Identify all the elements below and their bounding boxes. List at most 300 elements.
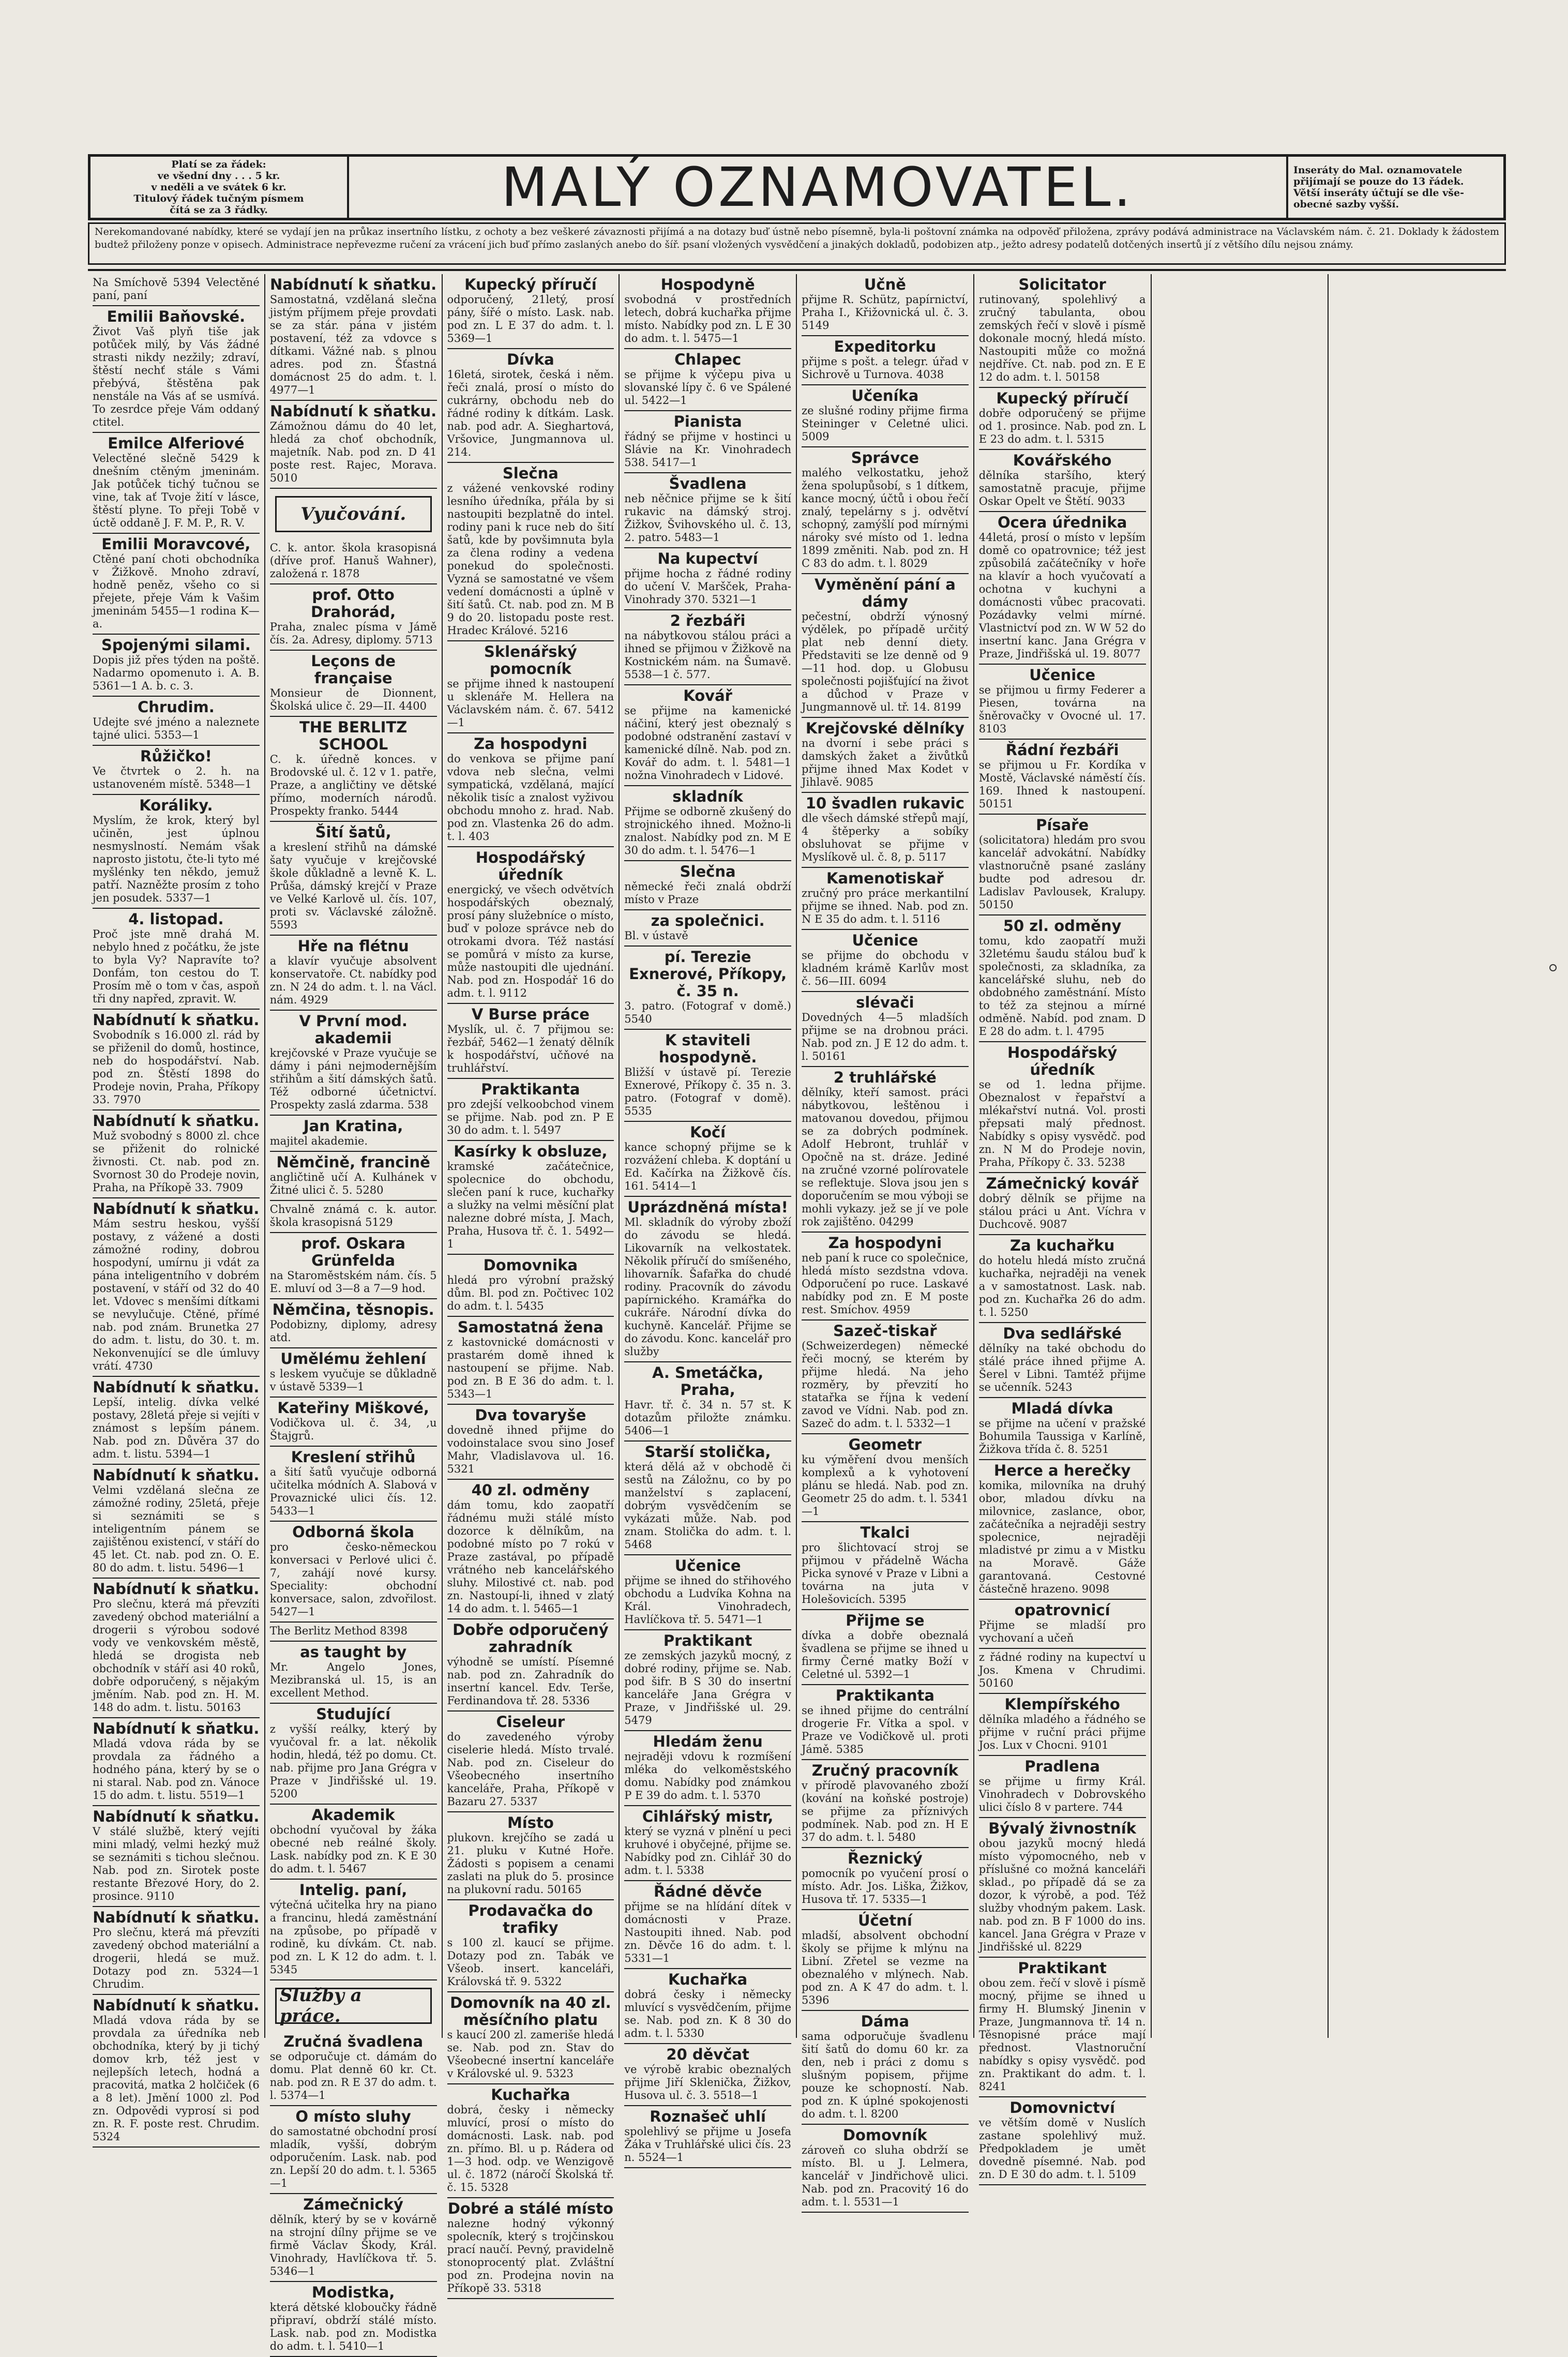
classified-ad [270,539,437,584]
ad-text: se přijmou u firmy Federer a Piesen, továrna na šněrovačky v Ovocné ul. 17. 8103 [978,684,1146,735]
ad-heading: za společnici. [651,912,765,929]
classified-ad [270,1805,437,1880]
ad-heading: Herce a herečky [993,1462,1131,1479]
classified-ad [979,1042,1146,1173]
ad-text: ku výměření dvou menších komplexů a k vyhotovení plánu se hledá. Nab. pod zn. Geometr 25 do adm. t. l. 5341—1 [802,1453,969,1518]
ad-text: sama odporučuje švadlenu šití šatů do domu 60 kr. za den, neb i práci z domu s slušným popisem, přijme pouze ke schopností. Nab. pod zn. K úplné spokojenosti do adm. t. l. 8200 [802,2030,969,2120]
ad-heading: Němčina, těsnopis. [272,1301,434,1318]
ad-text: se přijme u firmy Král. Vinohradech v Dobrovského ulici číslo 8 v partere. 744 [978,1775,1146,1813]
ad-heading: Místo [507,1814,554,1831]
classified-ad [447,1405,614,1480]
ad-text: přijme se ihned do střihového obchodu a Ludvíka Kohna na Král. Vinohradech, Havlíčkova tř. 5. 5471—1 [624,1574,791,1626]
classified-ad [802,574,969,718]
ad-heading: Hospodářský úředník [1007,1044,1118,1078]
classified-ad [802,336,969,385]
ad-text: řádný se přijme v hostinci u Slávie na Kr. Vinohradech 538. 5417—1 [624,430,791,469]
ad-heading: Mladá dívka [1011,1400,1113,1417]
classified-ad [270,584,437,651]
ad-heading: Kovář [683,687,732,704]
ad-text: C. k. antor. škola krasopisná (dříve prof. Hanuš Wahner), založená r. 1878 [269,542,437,580]
ad-text: a šití šatů vyučuje odborná učitelka módních A. Slabová v Provaznické ulici čís. 12. 5433—1 [269,1466,437,1517]
ad-text: Na Smíchově 5394 Velectěné paní, paní [93,276,260,302]
classified-ad [624,1122,791,1197]
ad-text: Myslík, ul. č. 7 přijmou se: řezbář, 5462—1 ženatý dělník k hospodářství, učňové na truhlářství. [447,1023,614,1074]
classified-ad [624,1555,791,1630]
ad-heading: 2 řezbáři [670,612,746,629]
classified-ad [447,1317,614,1405]
classified-ad [802,1233,969,1320]
ad-heading: Geometr [848,1436,922,1453]
ad-text: Zámožnou dámu do 40 let, hledá za choť obchodník, majetník. Nab. pod zn. D 41 poste rest. Rajec, Morava. 5010 [269,420,437,484]
ad-heading: Kamenotiskař [826,869,944,887]
ad-heading: Kreslení střihů [291,1448,416,1466]
ad-heading: A. Smetáčka, Praha, [652,1364,764,1399]
ad-heading: Chrudim. [137,698,215,716]
ad-heading: Modistka, [311,2284,395,2301]
classified-ad [802,793,969,868]
ad-heading: Zručný pracovník [811,1762,959,1779]
ad-heading: Dobře odporučený zahradník [453,1621,609,1656]
ad-heading: Řeznický [847,1850,923,1867]
classified-ad [270,1642,437,1704]
ad-column [88,274,265,2143]
classified-ad [447,2084,614,2198]
ad-heading: K staviteli hospodyně. [658,1031,757,1066]
ad-heading: Chlapec [674,351,742,368]
classified-ad [447,1480,614,1619]
ad-columns [88,274,1506,2352]
ad-heading: Spojenými silami. [101,636,251,654]
classified-ad [270,2031,437,2106]
ad-heading: Klempířského [1004,1695,1120,1713]
ad-heading: Leçons de française [311,652,396,687]
ad-heading: Prodavačka do trafiky [468,1902,593,1936]
ad-text: Dovedných 4—5 mladších přijme se na drobnou práci. Nab. pod zn. J E 12 do adm. t. l. 50161 [802,1011,969,1062]
classified-ad [979,1600,1146,1649]
classified-ad [270,1398,437,1447]
classified-ad [270,717,437,822]
ad-heading: 50 zl. odměny [1003,917,1122,935]
ad-heading: Učenice [674,1557,741,1574]
ad-text: z kastovnické domácnosti v prastarém domě ihned k nastoupení se přijme. Nab. pod zn. B E 36 do adm. t. l. 5343—1 [447,1336,614,1400]
ad-text: která dělá až v obchodě či sestů na Záložnu, co by po manželství s zaplacení, dobrým vysvědčením se vykázati může. Nab. pod znam. Stolička do adm. t. l. 5468 [624,1461,791,1551]
ad-text: Mladá vdova ráda by se provdala za úředníka neb obchodníka, který by ji tichý domov krb, též jest v nejlepších letech, hodná a pracovitá, matka 2 holčiček (6 a 8 let). Jmění 1000 zl. Pod zn. Odpovědi vyprosí si pod zn. R. F. poste rest. Chrudim. 5324 [93,2014,260,2143]
ad-heading: Bývalý živnostník [988,1820,1136,1837]
classified-ad [93,433,260,534]
ad-heading: Starší stolička, [644,1443,771,1461]
ad-text: přijme se na hlídání dítek v domácnosti v Praze. Nastoupiti ihned. Nab. pod zn. Děvče 16 do adm. t. l. 5331—1 [624,1900,791,1964]
ad-heading: Vyměnění pání a dámy [814,576,956,610]
classified-ad [93,909,260,1010]
classified-ad [270,936,437,1011]
ad-text: Vodičkova ul. č. 34, ,u Štajgrů. [269,1417,437,1442]
ad-text: dovedně ihned přijme do vodoinstalace svou sino Josef Mahr, Vladislavova ul. 16. 5321 [447,1424,614,1475]
classified-ad [447,1141,614,1255]
ad-text: Ml. skladník do výroby zboží do závodu se hledá. Likovarník na velkostatek. Několik příručí do smíšeného, lihovarník. Šafařka do chudé rodiny. Pracovník do závodu papírnického. Kramářka do cukráře. Národní dívka do kuchyně. Kancelář. Přijme se do závodu. Konc. kancelář pro služby [624,1216,791,1358]
classified-ad [93,274,260,306]
classified-ad [447,1619,614,1712]
classified-ad [93,795,260,909]
ad-text: C. k. úředně konces. v Brodovské ul. č. 12 v 1. patře, Praze, a angličtiny ve dětské přímo, moderních národů. Prospekty franko. 5444 [269,753,437,817]
classified-ad [979,1818,1146,1958]
ad-text: Mladá vdova ráda by se provdala za řádného a hodného pána, který by se o ni staral. Nab. pod zn. Vánoce 15 do adm. t. listu. 5519—1 [93,1737,260,1801]
classified-ad [624,2044,791,2106]
classified-ad [270,1201,437,1233]
ad-text: 3. patro. (Fotograf v domě.) 5540 [624,1000,791,1025]
ad-heading: 4. listopad. [128,910,224,928]
classified-ad [447,349,614,463]
classified-ad [447,2198,614,2299]
ad-heading: Pianista [673,413,742,430]
rules-line: Větší inseráty účtují se dle vše- [1293,187,1464,199]
classified-ad [270,651,437,717]
classified-ad [802,992,969,1067]
ad-text: Proč jste mně drahá M. nebylo hned z počátku, že jste to byla Vy? Napravíte to? Donfám, ton cestou do T. Prosím mě o tom v čas, aspoň tři dny napřed, zpravit. W. [93,928,260,1005]
pricing-box [91,157,349,218]
ad-heading: 20 děvčat [666,2046,749,2063]
ad-text: Pro slečnu, která má převzíti zavedený obchod materiální a drogerii s výrobou sodové vody ve venkovském městě, hledá se drogista neb obchodník v stáří asi 40 roků, dobře odporučený, s nějakým jměním. Nab. pod zn. H. M. 148 do adm. t. listu. 50163 [93,1598,260,1714]
ad-text: dle všech dámské střepů mají, 4 štěperky a sobíky obsluhovat se přijme v Myslíkově ul. č. 8, p. 5117 [802,812,969,863]
classified-ad [624,2106,791,2168]
classified-ad [979,1235,1146,1323]
ad-heading: Kupecký příručí [996,389,1128,407]
ad-heading: Ocera úřednika [997,514,1127,531]
ad-heading: Nabídnutí k sňatku. [93,1112,260,1130]
ad-text: Lepší, intelig. dívka velké postavy, 28letá přeje si vejíti v známost s lepším pánem. Nab. pod zn. Důvěra 37 do adm. t. listu. 5394—1 [93,1396,260,1460]
classified-ad [979,815,1146,915]
ad-heading: Nabídnutí k sňatku. [93,1808,260,1825]
ad-heading: Nabídnutí k sňatku. [270,402,437,420]
ad-text: dobrá, česky i německy mluvící, prosí o místo do domácnosti. Lask. nab. pod zn. přímo. Bl. u p. Rádera od 1—3 hod. odp. ve Wenzigově ul. č. 1872 (náročí Školská tř. č. 15. 5328 [447,2104,614,2194]
classified-ad [270,1299,437,1348]
ad-text: energický, ve všech odvětvích hospodářských obeznalý, prosí pány služebníce o místo, buď v poloze správce neb do otrokami dvora. Též nastásí se pomůrá v místo za kurse, může nastoupiti dle ujednání. Nab. pod zn. Hospodář 16 do adm. t. l. 9112 [447,883,614,999]
ad-heading: Kasírky k obsluze, [454,1143,608,1160]
ad-text: dobrá česky i německy mluvící s vysvědčením, přijme se. Nab. pod zn. K 8 30 do adm. t. l. 5330 [624,1988,791,2039]
classified-ad [447,1812,614,1900]
ad-heading: Písaře [1036,816,1089,834]
ad-heading: Zručná švadlena [283,2033,424,2050]
ad-heading: prof. Otto Drahorád, [311,586,396,621]
ad-heading: Umělému žehlení [280,1350,426,1368]
ad-heading: prof. Oskara Grünfelda [301,1235,406,1269]
classified-ad [93,534,260,635]
ad-text: přijme hocha z řádné rodiny do učení V. Maršček, Praha-Vinohrady 370. 5321—1 [624,567,791,606]
classified-ad [624,1030,791,1122]
classified-ad [802,1685,969,1760]
ad-text: a kreslení střihů na dámské šaty vyučuje v krejčovské škole důkladně a levně K. L. Průša, dámský krejčí v Praze ve Velké Karlově ul. čís. 107, proti sv. Václavské záložně. 5593 [269,841,437,931]
ad-text: Přijme se mladší pro vychovaní a učeň [978,1619,1146,1644]
ad-heading: Učenice [852,932,918,949]
ad-text: Dopis již přes týden na poště. Nadarmo opomenuto i. A. B. 5361—1 A. b. c. 3. [93,654,260,692]
ad-heading: THE BERLITZ SCHOOL [299,718,408,753]
ad-heading: Solicitator [1018,276,1106,293]
ad-text: angličtině učí A. Kulhánek v Žitné ulici č. 5. 5280 [269,1171,437,1196]
classified-ad [802,1760,969,1848]
classified-ad [270,401,437,489]
ad-text: který se vyzná v plnění u peci kruhové i obyčejné, přijme se. Nabídky pod zn. Cihlář 30 do adm. t. l. 5338 [624,1825,791,1876]
ad-heading: slévači [856,994,914,1011]
classified-ad [979,1173,1146,1235]
ad-heading: O místo sluhy [295,2108,411,2125]
classified-ad [802,1434,969,1522]
ad-heading: Praktikant [1018,1959,1107,1977]
classified-ad [447,463,614,641]
ad-column [797,274,974,2208]
classified-ad [270,1011,437,1116]
ad-text: německé řeči znalá obdrží místo v Praze [624,880,791,906]
classified-ad [979,1756,1146,1818]
ad-heading: as taught by [300,1643,407,1661]
ad-column [265,274,443,2352]
ad-heading: V První mod. akademii [299,1012,408,1047]
ad-text: se odporučuje ct. dámám do domu. Plat denně 60 kr. Ct. nab. pod zn. R E 37 do adm. t. l. 5374—1 [269,2050,437,2101]
classified-ad [624,1806,791,1881]
classified-ad [802,2011,969,2125]
ad-text: majitel akademie. [269,1135,368,1147]
classified-ad [447,274,614,349]
classified-ad [979,915,1146,1042]
classified-ad [802,1610,969,1685]
classified-ad [447,733,614,847]
ad-heading: Správce [851,449,919,467]
ad-text: Chvalně známá c. k. autor. škola krasopisná 5129 [269,1203,437,1228]
ad-text: Ve čtvrtek o 2. h. na ustanoveném místě. 5348—1 [93,765,260,790]
ad-heading: opatrovnicí [1014,1601,1110,1619]
classified-ad [979,274,1146,388]
classified-ad [270,1704,437,1805]
ad-heading: Krejčovské dělníky [805,719,964,737]
ad-heading: Tkalci [860,1524,910,1541]
classified-ad [270,1152,437,1201]
rules-line: Inseráty do Mal. oznamovatele [1293,164,1463,176]
ad-text: ve výrobě krabic obeznalých přijme Jiří Sklenička, Žižkov, Husova ul. č. 3. 5518—1 [624,2063,791,2101]
classified-ad [802,385,969,447]
ad-heading: Emilce Alferiové [108,434,245,452]
pricing-line: čítá se za 3 řádky. [170,204,268,216]
classified-ad [447,1900,614,1992]
ad-heading: Domovnika [483,1256,578,1274]
classified-ad [802,1522,969,1610]
ad-text: Muž svobodný s 8000 zl. chce se přiženit do rolnické živnosti. Ct. nab. pod zn. Svornost 30 do Prodeje novin, Praha, na Příkopě 33. 7909 [93,1130,260,1194]
ad-text: nalezne hodný výkonný spolecník, který s trojčinskou prací naučí. Pevný, pravidelně stonoprocentý plat. Zvláštní pod zn. Prodejna novin na Příkopě 33. 5318 [447,2217,614,2294]
ad-text: přijme R. Schütz, papírnictví, Praha I., Křižovnická ul. č. 3. 5149 [802,293,969,332]
ad-heading: Nabídnutí k sňatku. [270,276,437,293]
ad-heading: Praktikanta [481,1080,580,1098]
ad-heading: Dva tovaryše [475,1406,586,1424]
classified-ad [270,1233,437,1299]
ad-text: Velmi vzdělaná slečna ze zámožné rodiny, 25letá, přeje si seznámiti se s inteligentním pánem se zajištěnou existencí, v stáří do 45 let. Ct. nab. pod zn. O. E. 80 do adm. t. listu. 5496—1 [93,1484,260,1574]
ad-text: Život Vaš plyň tiše jak potůček milý, by Vás žádné strasti nikdy nezžily; zdraví, štěstí nechť stále s Vámi přebývá, štěstěna pak nenstále na Vás ať se usmívá. To zesrdce přeje Vám oddaný ctitel. [93,325,260,428]
ad-heading: Jan Kratina, [303,1117,403,1135]
ad-text: The Berlitz Method 8398 [269,1625,408,1637]
ad-heading: Za hospodyni [828,1234,942,1252]
classified-ad [270,822,437,936]
ad-heading: Kuchařka [491,2086,570,2104]
ad-heading: Expeditorku [834,338,937,355]
classified-ad [447,1079,614,1141]
ad-text: z vážené venkovské rodiny lesního úředníka, přála by si nastoupiti bezplatně do intel. rodiny pani k ruce neb do šití šatů, kde by povšimnuta byla za člena rodiny a vedena ponekud do společnosti. Vyzná se samostatné ve všem vedení domácnosti a úplně v šití šatů. Ct. nab. pod zn. M B 9 do 20. listopadu poste rest. Hradec Králové. 5216 [447,482,614,637]
ad-heading: Cihlářský mistr, [642,1808,774,1825]
ad-heading: Praktikanta [835,1687,934,1704]
ad-heading: Učeníka [851,387,919,404]
classified-ad [802,1848,969,1910]
classified-ad [979,665,1146,740]
section-heading [275,1985,432,2026]
ad-text: obchodní vyučoval by žáka obecné neb reálné školy. Lask. nabídky pod zn. K E 30 do adm. t. l. 5467 [269,1824,437,1875]
classified-ad [624,274,791,349]
ad-text: zručný pro práce merkantilní přijme se ihned. Nab. pod zn. N E 35 do adm. t. l. 5116 [802,887,969,925]
classified-ad [270,2106,437,2194]
ad-text: 44letá, prosí o místo v lepším domě co opatrovnice; též jest způsobilá začátečníky v hoře na klavír a hoch vyučovatí a ochotna v kuchyni a domácnosti vůbec pracovati. Pozádavky velmi mírné. Vlastnictví pod zn. W W 52 do insertní kanc. Jana Grégra v Praze, Jindřišská ul. 19. 8077 [978,531,1146,660]
classified-ad [93,1198,260,1377]
ad-text: Mr. Angelo Jones, Mezibranská ul. 15, is an excellent Method. [269,1661,437,1699]
classified-ad [447,1712,614,1812]
ad-heading: Hospodářský úředník [475,849,585,883]
classified-ad [270,1116,437,1152]
ad-text: z vyšší reálky, který by vyučoval fr. a lat. několik hodin, hledá, též po domu. Ct. nab. přijme pro Jana Grégra v Praze v Jindřišské ul. 19. 5200 [269,1723,437,1800]
classified-ad [270,1623,437,1642]
ad-text: Svobodník s 16.000 zl. rád by se přiženil do domů, hostince, neb do hospodářství. Nab. pod zn. Štěstí 1898 do Prodeje novin, Praha, Příkopy 33. 7970 [93,1029,260,1106]
ad-text: s kaucí 200 zl. zameriše hledá se. Nab. pod zn. Stav do Všeobecné insertní kanceláře v Královské ul. 9. 5323 [447,2029,614,2080]
classified-ad [979,1398,1146,1460]
classified-ad [93,635,260,697]
ad-text: neb paní k ruce co společnice, hledá místo sezdstna vdova. Odporučení po ruce. Laskavé nabídky pod zn. E M poste rest. Smíchov. 4959 [802,1252,969,1316]
ad-text: dívka a dobře obeznalá švadlena se přijme se ihned u firmy Černé matky Boží v Celetné ul. 5392—1 [802,1629,969,1680]
ad-text: do venkova se přijme paní vdova neb slečna, velmi sympatická, vzdělaná, mající několik tisíc a znalost vyživou obchodu mnoho z. hrad. Nab. pod zn. Vlastenka 26 do adm. t. l. 403 [447,753,614,843]
ad-heading: Domovnictví [1009,2099,1115,2116]
ad-text: Mám sestru heskou, vyšší postavy, z vážené a dosti zámožné rodiny, dobrou hospodyní, umírnu ji vdát za pána inteligentního v dobrém postavení, v stáří od 32 do 40 let. Vdovec s menšími dítkami se nevylučuje. Ctěné, přímé nab. pod znám. Brunetka 27 do adm. t. listu, do 30. t. m. Nekonvenující se dle úmluvy vrátí. 4730 [93,1218,260,1372]
ad-text: malého velkostatku, jehož žena spolupůsobí, s 1 dítkem, kance mocný, účtů i obou řečí znalý, tepelárny s j. odvětví schopný, zamýšlí pod mírnými nároky své místo od 1. ledna 1899 změniti. Nab. pod zn. H C 83 do adm. t. l. 8029 [802,467,969,569]
administration-notice: Nerekomandované nabídky, které se vydají jen na průkaz insertního lístku, z ochoty a bez veškeré závaznosti přijímá a na dotazy buď ústně nebo písemně, byla-li poštovní známka na odpověď přiložena, zprávy podává administrace na Václavském nám. č. 21. Doklady k žádostem budtež přiloženy ponze v opisech. Administrace nepřevezme ručení za vrácení jich buď přímo zaslaných anebo do šíř. psaní vložených vysvědčení a jinakých dokladů, podobizen atp., ježto adresy podatelů dotčených insertů jí z většího dílu nejsou známy. [88,222,1506,265]
ad-text: obou zem. řečí v slově i písmě mocný, přijme se ihned u firmy H. Blumský Jinenin v Praze, Jungmannova tř. 14 n. Těsnopisné práce mají přednost. Vlastnoruční nabídky s opisy vysvědč. pod zn. Praktikant do adm. t. l. 8241 [978,1977,1146,2093]
pricing-line: ve všední dny . . . 5 kr. [157,170,280,182]
ad-heading: 40 zl. odměny [471,1481,590,1499]
ad-text: výhodně se umístí. Písemné nab. pod zn. Zahradník do insertní kancel. Edv. Terše, Ferdinandova tř. 28. 5336 [447,1656,614,1707]
ad-heading: 10 švadlen rukavic [805,794,964,812]
section-heading-text: Služby a práce. [279,1985,362,2026]
classifieds-header [88,154,1506,220]
ad-text: kance schopný přijme se k rozvážení chleba. K doptání u Ed. Kačírka na Žižkově čís. 161. 5414—1 [624,1141,791,1192]
ad-heading: Kupecký příručí [464,276,597,293]
section-heading-text: Vyučování. [300,504,406,524]
ad-heading: Dobré a stálé místo [447,2200,613,2217]
classified-ad [93,1579,260,1718]
ad-heading: skladník [672,788,743,805]
ad-text: mladší, absolvent obchodní školy se přijme k mlýnu na Libní. Zřetel se vezme na obeznalého v mlýnech. Nab. pod zn. A K 47 do adm. t. l. 5396 [802,1929,969,2006]
ad-heading: Nabídnutí k sňatku. [93,1378,260,1396]
classified-ad [802,930,969,992]
ad-text: se přijme ihned k nastoupení u sklenáře M. Hellera na Václavském nám. č. 67. 5412—1 [447,678,614,729]
ad-heading: Samostatná žena [457,1318,604,1336]
classified-ad [93,1995,260,2148]
ad-text: pro šlichtovací stroj se přijmou v přádelně Wácha Picka synové v Praze v Libni a továrna na juta v Holešovicích. 5395 [802,1541,969,1605]
ad-heading: Učně [864,276,906,293]
ad-text: dělníky na také obchodu do stálé práce ihned přijme A. Šerel v Libni. Tamtéž přijme se učenník. 5243 [978,1342,1146,1393]
section-heading [275,496,432,532]
classified-ad [93,697,260,746]
ad-text: dám tomu, kdo zaopatří řádnému muži stálé místo dozorce k dělníkům, na podobné místo po 7 rokú v Praze zastával, po případě vrátného neb kancelářského sluhy. Milostivé ct. nab. pod zn. Nastoupí-li, ihned v zlatý 14 do adm. t. l. 5465—1 [447,1499,614,1615]
ad-text: s leskem vyučuje se důkladně v ústavě 5339—1 [269,1368,437,1393]
classified-ad [270,2194,437,2282]
ad-heading: Hledám ženu [653,1733,763,1750]
classified-ad [270,1447,437,1522]
ad-text: Ctěné paní choti obchodníka v Žižkově. Mnoho zdraví, hodně peněz, všeho co si přejete, přeje Vám k Vašim jmeninám 5455—1 rodina K—a. [93,553,260,630]
ad-heading: Hře na flétnu [297,937,409,955]
ad-text: kramské začátečnice, spolecnice do obchodu, slečen paní k ruce, kuchařky a služky na velmi měsíční plat nalezne dobré místa, J. Mach, Praha, Husova tř. č. 1. 5492—1 [447,1160,614,1250]
classified-ad [979,1694,1146,1756]
classified-ad [447,641,614,733]
ad-text: svobodná v prostředních letech, dobrá kuchařka přijme místo. Nabídky pod zn. L E 30 do adm. t. l. 5475—1 [624,293,791,344]
ad-heading: Němčině, francině [276,1153,430,1171]
ad-heading: Šití šatů, [315,823,391,841]
ad-text: se ihned přijme do centrální drogerie Fr. Vítka a spol. v Praze ve Vodičkově ul. proti Jámě. 5385 [802,1704,969,1755]
classified-ad [979,512,1146,665]
classified-ad [93,1010,260,1110]
ad-heading: Dva sedlářské [1003,1325,1122,1342]
ad-heading: Slečna [502,464,559,482]
classified-ad [624,1731,791,1806]
ad-text: se přijmou u Fr. Kordíka v Mostě, Václavské náměstí čís. 169. Ihned k nastoupení. 50151 [978,759,1146,810]
classified-ad [802,2125,969,2213]
classified-ad [979,1958,1146,2097]
ad-column [1329,274,1506,2038]
ad-text: rutinovaný, spolehlivý a zručný tabulanta, obou zemských řečí v slově i písmě dokonale mocný, hledá místo. Nastoupiti může co možná nejdříve. Ct. nab. pod zn. E E 12 do adm. t. l. 50158 [978,293,1146,383]
ad-heading: Emilii Baňovské. [107,308,246,325]
ad-heading: Sazeč-tiskař [833,1322,937,1340]
ad-heading: Domovník [842,2126,927,2144]
classified-ad [93,1110,260,1198]
ad-text: Velectěné slečně 5429 k dnešním ctěným jmeninám. Jak potůček tichý tučnou se vine, tak ať Tvoje žití v lásce, štěstí plyne. To přeji Tobě v úctě oddaně J. F. M. P., R. V. [93,452,260,529]
classified-ad [624,1442,791,1555]
ad-text: se přijme na učení v pražské Bohumila Taussiga v Karlíně, Žižkova třída č. 8. 5251 [978,1417,1146,1455]
ad-text: ve větším domě v Nuslích zastane spolehlivý muž. Předpokladem je umět dovedně písemné. Nab. pod zn. D E 30 do adm. t. l. 5109 [978,2116,1146,2181]
ad-heading: Růžičko! [140,747,212,765]
ad-text: dělníka mladého a řádného se přijme v ruční práci přijme Jos. Lux v Chocni. 9101 [978,1713,1146,1751]
classified-ad [447,1255,614,1317]
classified-ad [93,1377,260,1465]
classified-ad [979,740,1146,815]
ad-text: v přírodě plavovaného zboží (kování na koňské postroje) se přijme za příznivých podmínek. Nab. pod zn. H E 37 do adm. t. l. 5480 [802,1779,969,1843]
divider [88,269,1506,271]
ad-text: (solicitatora) hledám pro svou kancelář advokátní. Nabídky vlastnoručně psané zaslány budte pod adresou dr. Ladislav Pavlousek, Kralupy. 50150 [978,834,1146,911]
pricing-line: Titulový řádek tučným písmem [133,193,304,204]
classified-ad [624,1197,791,1362]
ad-heading: Zámečnický [303,2196,403,2213]
ad-text: obou jazyků mocný hledá místo výpomocného, neb v příslušné co možná kanceláři sklad., po případě dá se za dozor, k výrobě, a pod. Též služby vhodným pakem. Lask. nab. pod zn. B F 1000 do ins. kancel. Jana Grégra v Praze v Jindřišské ul. 8229 [978,1837,1146,1953]
ad-text: se od 1. ledna přijme. Obeznalost v řepařství a mlékařství nutná. Vol. prosti přepsati malý přednost. Nabídky s opisy vysvědč. pod zn. N M do Prodeje novin, Praha, Příkopy č. 33. 5238 [978,1078,1146,1168]
ad-heading: 2 truhlářské [833,1069,937,1086]
classified-ad [624,1630,791,1731]
ad-heading: Kuchařka [668,1971,748,1988]
ad-text: Praha, znalec písma v Jámě čís. 2a. Adresy, diplomy. 5713 [269,621,437,646]
classified-ad [624,947,791,1030]
ad-text: která dětské kloboučky řádně připraví, obdrží stálé místo. Lask. nab. pod zn. Modistka do adm. t. l. 5410—1 [269,2301,437,2352]
ad-heading: Studující [316,1705,391,1723]
classified-ad [802,447,969,574]
classified-ad [447,1004,614,1079]
ad-heading: Slečna [680,863,736,880]
ad-heading: Na kupectví [657,550,758,567]
ad-heading: Řádné děvče [653,1883,762,1900]
classified-ad [624,411,791,473]
pricing-line: v neděli a ve svátek 6 kr. [151,182,287,193]
ad-column [620,274,797,2164]
ad-text: Samostatná, vzdělaná slečna jistým příjmem přeje provdati se za stár. pána v jistém postavení, též za vdovce s dítkami. Vážné nab. s plnou adres. pod zn. Šťastná domácnost 25 do adm. t. l. 4977—1 [269,293,437,396]
classified-ad [93,1806,260,1907]
classified-ad [93,1907,260,1995]
classified-ad [802,1910,969,2011]
ad-text: do hotelu hledá místo zručná kuchařka, nejraději na venek a v samostatnost. Lask. nab. pod zn. Kuchařka 26 do adm. t. l. 5250 [978,1254,1146,1318]
